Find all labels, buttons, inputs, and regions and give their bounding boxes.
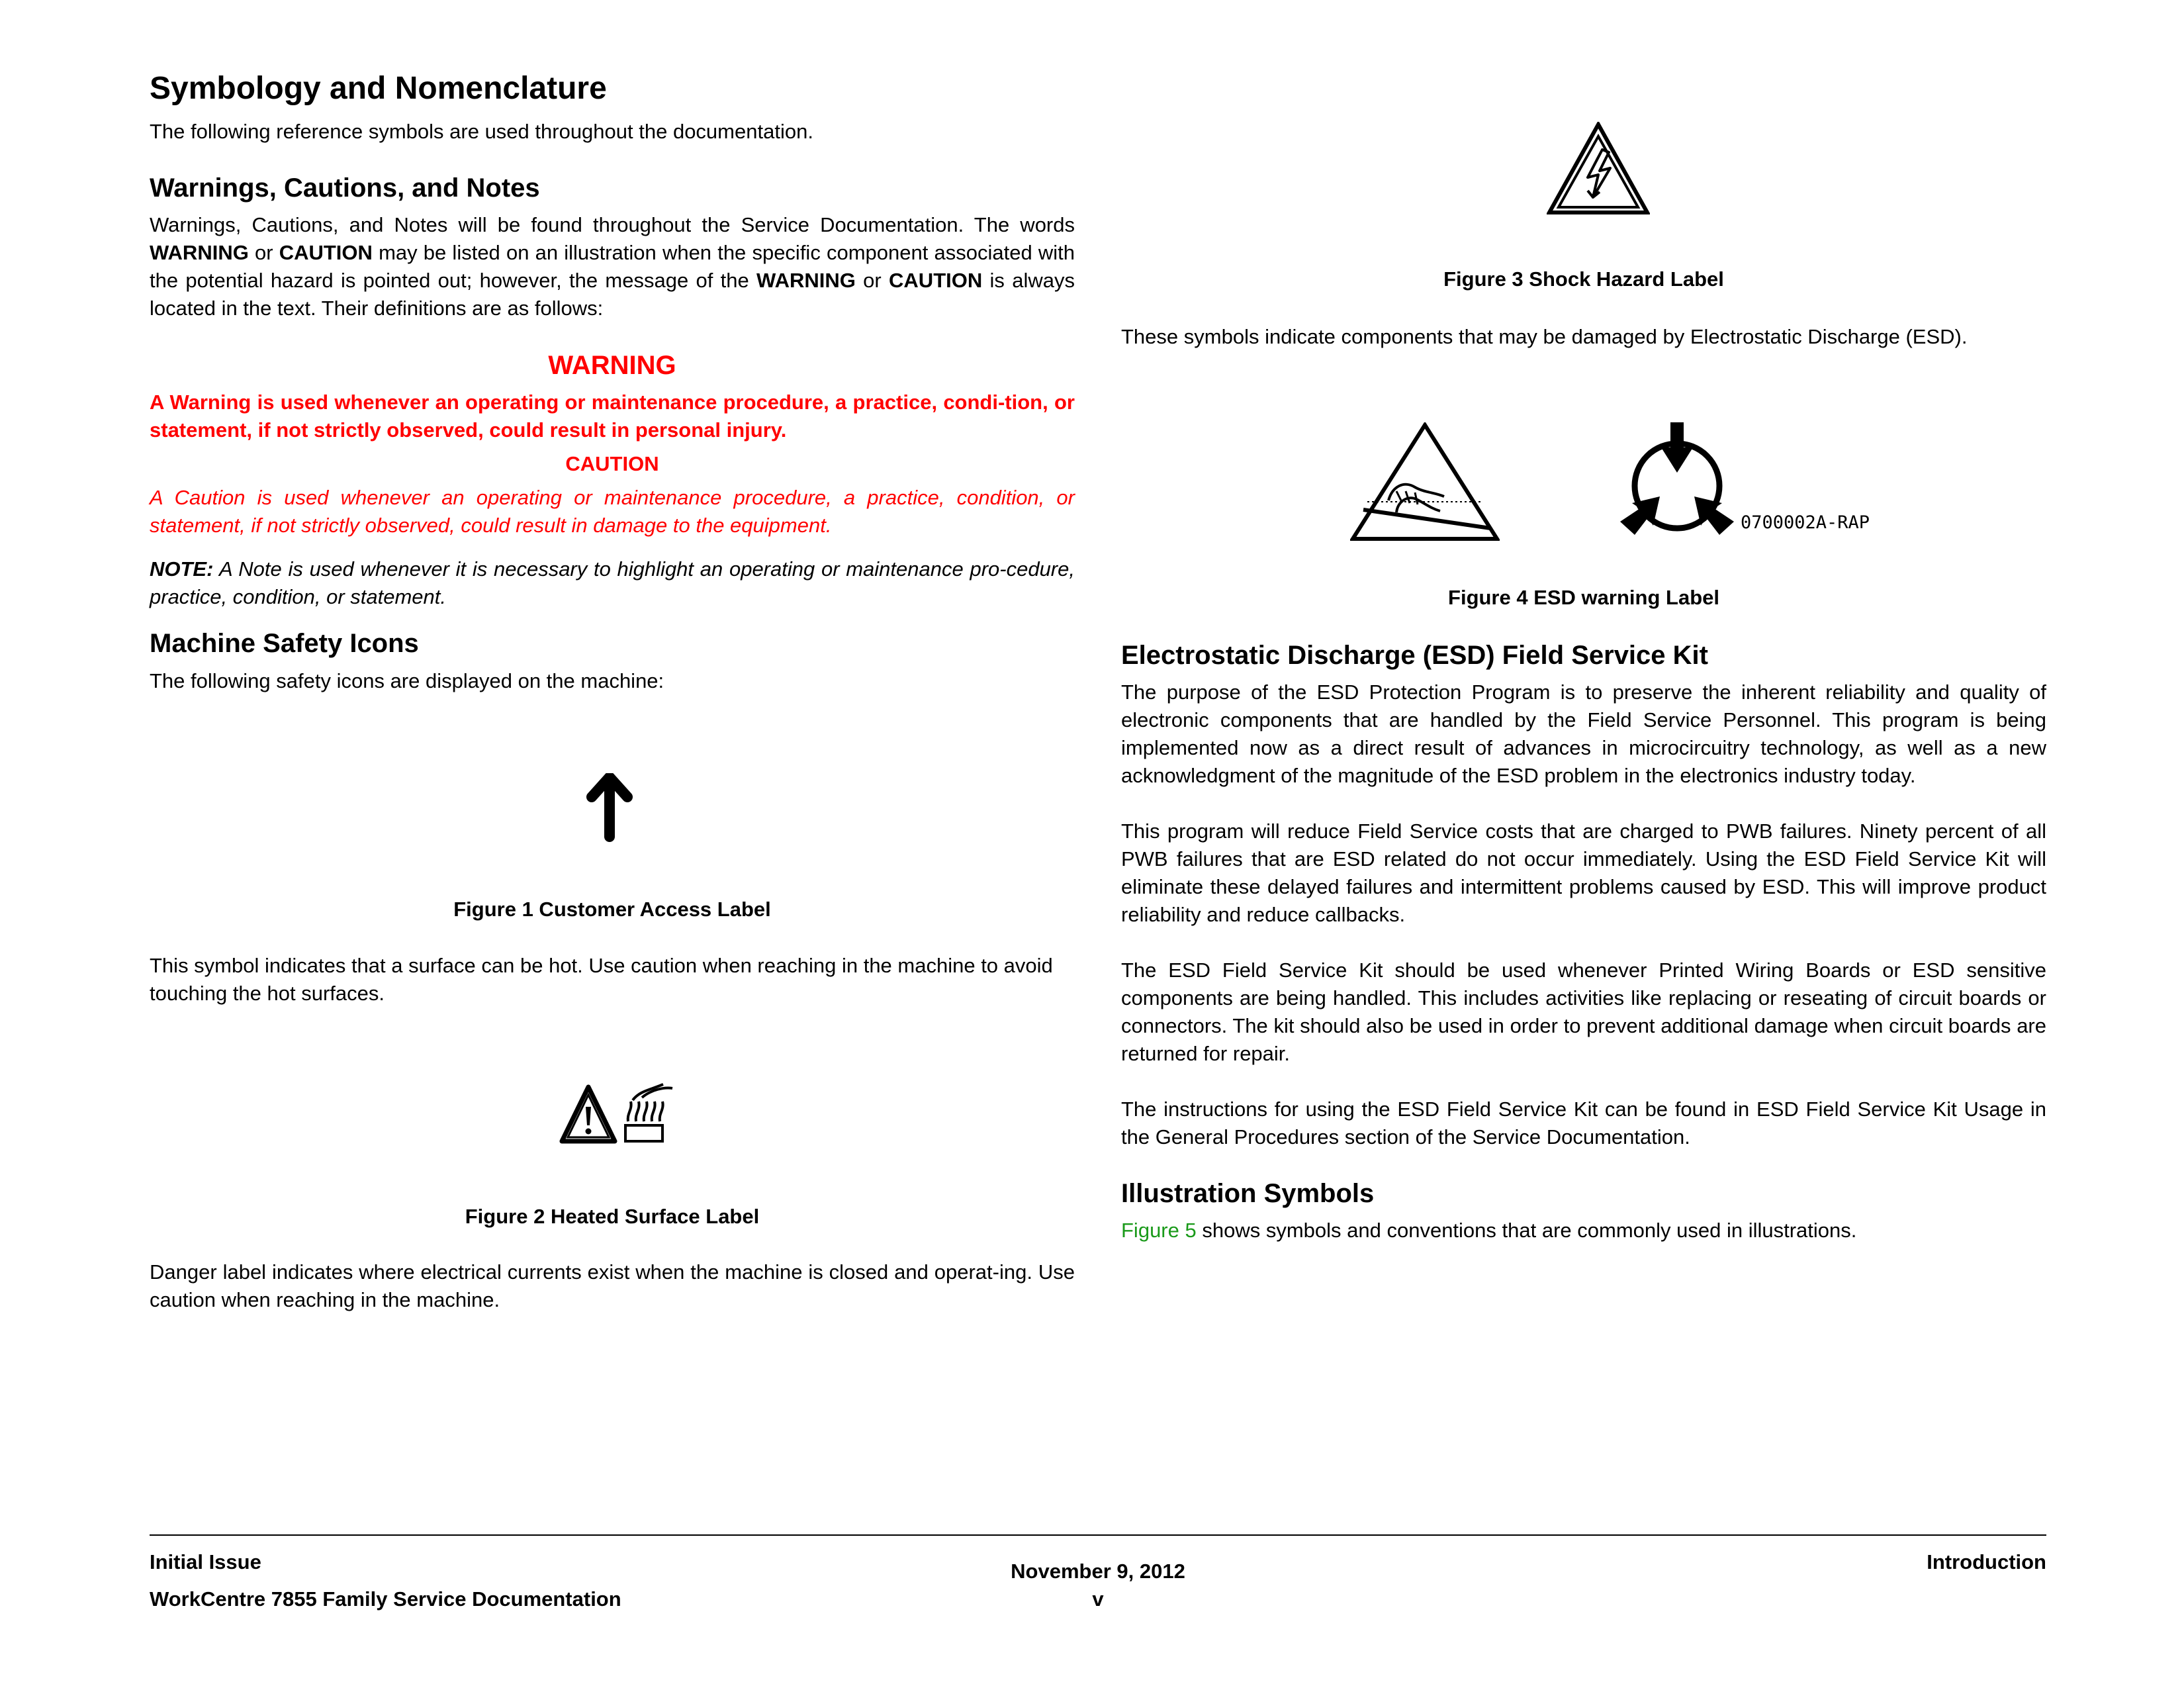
warnings-paragraph (150, 211, 1075, 322)
caution-text: A Caution is used whenever an operating or maintenance procedure, a practice, condition, or statement, if not strictly observed, could result in damage to the equipment. (150, 486, 1075, 537)
esd-kit-paragraph-1: The purpose of the ESD Protection Program is to preserve the inherent reliability and quality of electronic components that are handled by the Field Service Personnel. This program is being implemented now as a direct result of advances in microcircuitry technology, as well as a new acknowledgment of the magnitude of the ESD problem in the electronics industry today. (1121, 680, 2046, 787)
safety-intro: The following safety icons are displayed on the machine: (150, 669, 664, 692)
esd-circle-icon (1617, 422, 1737, 541)
intro-text: The following reference symbols are used throughout the documentation. (150, 120, 813, 143)
note-paragraph (150, 555, 1075, 611)
warnings-text-3: may be listed on an illustration when the specific component associated with the potential hazard is pointed out; however, the message of the (150, 241, 1075, 292)
footer-issue: Initial Issue (150, 1550, 261, 1573)
footer-divider (150, 1534, 2046, 1536)
warnings-text-4: or (855, 269, 889, 292)
caution-word: CAUTION (889, 269, 983, 292)
warnings-text-2: or (248, 241, 279, 264)
footer-section: Introduction (1927, 1550, 2046, 1573)
danger-paragraph: Danger label indicates where electrical currents exist when the machine is closed and operat-ing. Use caution when reaching in the machine. (150, 1260, 1075, 1311)
note-text: A Note is used whenever it is necessary to highlight an operating or maintenance pro-cedure, practice, condition, or statement. (150, 557, 1075, 608)
figure-1-caption: Figure 1 Customer Access Label (453, 898, 771, 921)
esd-kit-paragraph-2: This program will reduce Field Service costs that are charged to PWB failures. Ninety percent of all PWB failures that are ESD related do not occur immediately. Using the ESD Field Service Kit will eliminate these delayed failures and intermittent problems caused by ESD. This will improve product reliability and reduce callbacks. (1121, 820, 2046, 926)
warnings-heading: Warnings, Cautions, and Notes (150, 173, 540, 203)
figure-2-caption: Figure 2 Heated Surface Label (465, 1205, 760, 1228)
illustration-symbols-heading: Illustration Symbols (1121, 1179, 1375, 1208)
figure-3-caption: Figure 3 Shock Hazard Label (1443, 267, 1724, 291)
customer-access-arrow-icon (586, 773, 633, 843)
esd-paragraph: These symbols indicate components that may be damaged by Electrostatic Discharge (ESD). (1121, 325, 1968, 348)
warning-title: WARNING (548, 351, 676, 380)
note-label: NOTE: (150, 557, 214, 581)
caution-word: CAUTION (279, 241, 373, 264)
esd-triangle-icon (1350, 422, 1500, 541)
esd-kit-heading: Electrostatic Discharge (ESD) Field Service Kit (1121, 641, 1708, 670)
figure-4-code: 0700002A-RAP (1741, 512, 1870, 533)
heated-surface-icon (559, 1080, 691, 1147)
warnings-text-1: Warnings, Cautions, and Notes will be found throughout the Service Documentation. The words (150, 213, 1075, 236)
warning-word: WARNING (150, 241, 249, 264)
esd-kit-paragraph-4: The instructions for using the ESD Field Service Kit can be found in ESD Field Service Kit Usage in the General Procedures section of the Service Documentation. (1121, 1098, 2046, 1149)
shock-hazard-icon (1547, 122, 1650, 215)
warning-text: A Warning is used whenever an operating or maintenance procedure, a practice, condi-tion, or statement, if not strictly observed, could result in personal injury. (150, 391, 1075, 442)
illustration-symbols-paragraph (1121, 1217, 2046, 1244)
footer-page-number: v (1092, 1587, 1104, 1611)
hot-surface-paragraph: This symbol indicates that a surface can be hot. Use caution when reaching in the machine to avoid touching the hot surfaces. (150, 954, 1053, 1005)
illustration-symbols-text: shows symbols and conventions that are commonly used in illustrations. (1196, 1219, 1857, 1242)
safety-heading: Machine Safety Icons (150, 629, 419, 658)
warning-word: WARNING (756, 269, 856, 292)
figure-4-caption: Figure 4 ESD warning Label (1448, 586, 1719, 609)
footer-date: November 9, 2012 (1011, 1560, 1185, 1583)
footer-doc-title: WorkCentre 7855 Family Service Documentation (150, 1587, 621, 1611)
figure-5-link[interactable]: Figure 5 (1121, 1219, 1197, 1242)
page-title: Symbology and Nomenclature (150, 71, 607, 106)
warnings-text-5: is always located in the text. Their definitions are as follows: (150, 269, 1075, 320)
esd-kit-paragraph-3: The ESD Field Service Kit should be used whenever Printed Wiring Boards or ESD sensitive components are being handled. This includes activities like replacing or reseating of circuit boards or connectors. The kit should also be used in order to prevent additional damage when circuit boards are returned for repair. (1121, 959, 2046, 1065)
caution-title: CAUTION (565, 452, 659, 475)
